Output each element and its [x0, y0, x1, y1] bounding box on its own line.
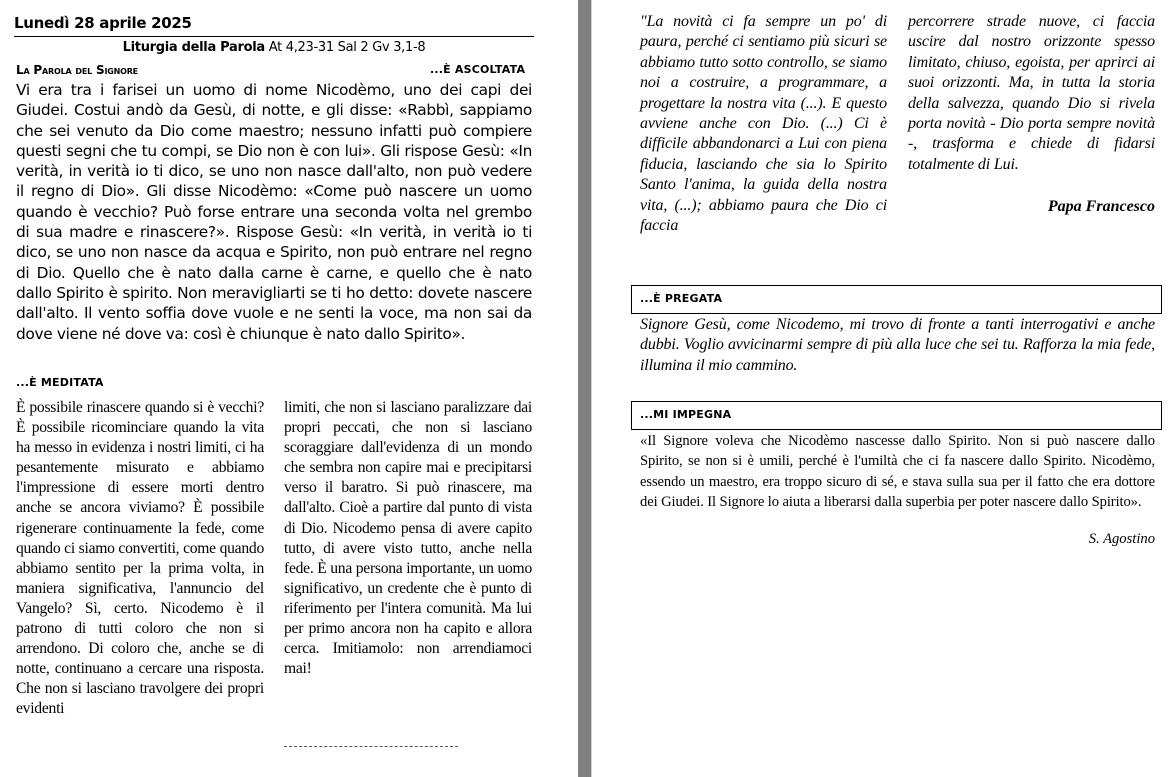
date-divider — [14, 36, 534, 37]
meditation-column-1: È possibile rinascere quando si è vecchi? È possibile ricominciare quando la vita ha messo in evidenza i nostri limiti, ci ha pesantemente misurato e abbiamo l'impressione di essere morti dentro anche se ancora viviamo? È possibile rigenerare continuamente la fede, come quando ci siamo convertiti, come quando abbiamo sentito per la prima volta, in maniera significativa, l'annuncio del Vangelo? Sì, certo. Nicodemo è il patrono di tutti coloro che non si arrendono. Di coloro che, anche se di notte, continuano a cercare una risposta. Che non si lasciano travolgere dei propri evidenti — [16, 399, 264, 718]
liturgy-title: Liturgia della Parola — [122, 40, 265, 55]
liturgy-references: At 4,23-31 Sal 2 Gv 3,1-8 — [268, 40, 426, 55]
word-of-the-lord-label: La Parola del Signore — [16, 63, 138, 77]
meditation-column-2: limiti, che non si lasciano paralizzare dai propri peccati, che non si lasciano scoraggiare dall'evidenza di un mondo che sembra non capire mai e precipitarsi verso il baratro. Si può rinascere, ma dall'alto. Cioè a partire dal punto di vista di Dio. Nicodemo pensa di avere capito tutto, di avere visto tutto, anche nella fede. È una persona importante, un uomo significativo, un credente che è punto di riferimento per l'intera comunità. Ma lui per primo ancora non ha capito e allora cerca. Imitiamolo: non arrendiamoci mai! — [284, 399, 532, 678]
meditation-end-rule — [284, 746, 458, 747]
page-gutter — [578, 0, 592, 777]
augustine-quote-author: S. Agostino — [1088, 531, 1155, 547]
liturgy-header — [14, 40, 534, 55]
right-page — [592, 0, 1176, 777]
prayed-section-label: ...È PREGATA — [640, 292, 723, 305]
prayer-text: Signore Gesù, come Nicodemo, mi trovo di fronte a tanti interrogativi e anche dubbi. Voglio avvicinarmi sempre di più alla luce che sei tu. Rafforza la mia fede, illumina il mio cammino. — [640, 316, 1155, 374]
prayed-section-header — [631, 285, 1162, 314]
meditated-section-label: ...È MEDITATA — [16, 376, 104, 389]
pope-quote-author: Papa Francesco — [1047, 198, 1155, 215]
augustine-quote-text: «Il Signore voleva che Nicodèmo nascesse dallo Spirito. Non si può nascere dallo Spirito, se non si è umili, perché è l'umiltà che ci fa nascere dallo Spirito. Nicodèmo, essendo un maestro, era troppo sicuro di sé, e stava sulla sua per il fatto che era dottore dei Giudei. Il Signore lo aiuta a liberarsi dalla superbia per poter nascere dallo Spirito». — [640, 433, 1155, 510]
gospel-text: Vi era tra i farisei un uomo di nome Nicodèmo, uno dei capi dei Giudei. Costui andò da Gesù, di notte, e gli disse: «Rabbì, sappiamo che sei venuto da Dio come maestro; nessuno infatti può compiere questi segni che tu compi, se Dio non è con lui». Gli rispose Gesù: «In verità, in verità io ti dico, se uno non nasce dall'alto, non può vedere il regno di Dio». Gli disse Nicodèmo: «Come può nascere un uomo quando è vecchio? Può forse entrare una seconda volta nel grembo di sua madre e rinascere?». Rispose Gesù: «In verità, in verità io ti dico, se uno non nasce da acqua e Spirito, non può entrare nel regno di Dio. Quello che è nato dalla carne è carne, e quello che è nato dallo Spirito è spirito. Non meravigliarti se ti ho detto: dovete nascere dall'alto. Il vento soffia dove vuole e ne senti la voce, ma non sai da dove viene né dove va: così è chiunque è nato dallo Spirito». — [16, 81, 532, 343]
pope-quote-column-2: percorrere strade nuove, ci faccia uscire dal nostro orizzonte spesso limitato, chiuso, egoista, per aprirci ai suoi orizzonti. Ma, in tutta la storia della salvezza, quando Dio si rivela porta novità - Dio porta sempre novità -, trasforma e chiede di fidarsi totalmente di Lui. — [908, 13, 1155, 173]
commitment-section-label: ...MI IMPEGNA — [640, 408, 732, 421]
pope-quote-column-1: "La novità ci fa sempre un po' di paura, perché ci sentiamo più sicuri se abbiamo tutto sotto controllo, se siamo noi a costruire, a programmare, a progettare la nostra vita (...). E questo avviene anche con Dio. (...) Ci è difficile abbandonarci a Lui con piena fiducia, lasciando che sia lo Spirito Santo l'anima, la guida della nostra vita, (...); abbiamo paura che Dio ci faccia — [640, 13, 887, 235]
commitment-section-header — [631, 401, 1162, 430]
page-date: Lunedì 28 aprile 2025 — [14, 14, 192, 32]
left-page — [0, 0, 578, 777]
listened-section-label: ...È ASCOLTATA — [430, 63, 526, 76]
